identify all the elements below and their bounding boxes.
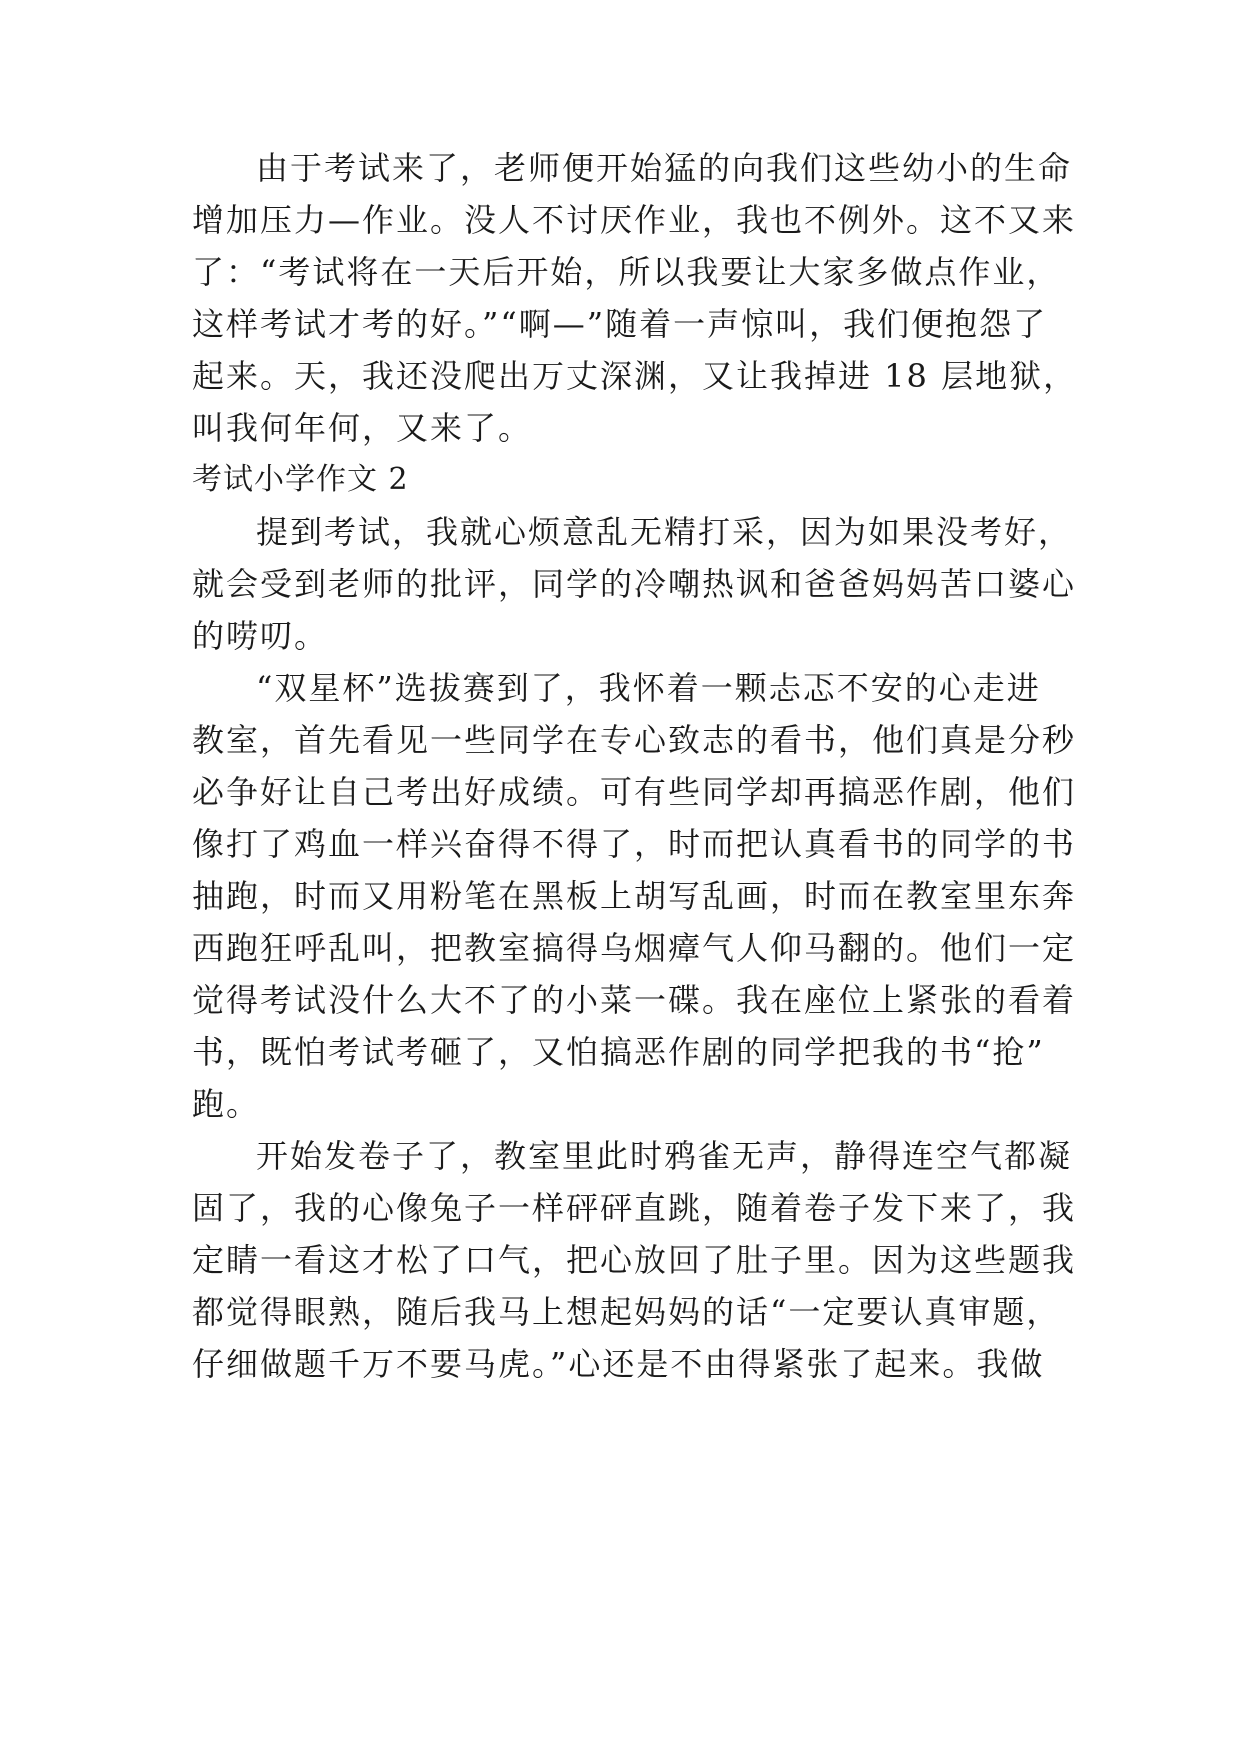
paragraph-line: “双星杯”选拔赛到了，我怀着一颗忐忑不安的心走进 bbox=[256, 669, 1041, 707]
paragraph-line: 教室，首先看见一些同学在专心致志的看书，他们真是分秒 bbox=[192, 721, 1077, 759]
paragraph-line: 增加压力—作业。没人不讨厌作业，我也不例外。这不又来 bbox=[192, 201, 1077, 239]
paragraph-line: 必争好让自己考出好成绩。可有些同学却再搞恶作剧，他们 bbox=[192, 773, 1077, 811]
paragraph-line: 开始发卷子了，教室里此时鸦雀无声，静得连空气都凝 bbox=[256, 1137, 1073, 1175]
paragraph-line: 觉得考试没什么大不了的小菜一碟。我在座位上紧张的看着 bbox=[192, 981, 1077, 1019]
paragraph-line: 由于考试来了，老师便开始猛的向我们这些幼小的生命 bbox=[256, 149, 1073, 187]
paragraph-line: 的唠叨。 bbox=[192, 617, 329, 655]
paragraph-line: 定睛一看这才松了口气，把心放回了肚子里。因为这些题我 bbox=[192, 1241, 1077, 1279]
paragraph-line: 跑。 bbox=[192, 1085, 261, 1123]
paragraph-line: 了：“考试将在一天后开始，所以我要让大家多做点作业， bbox=[192, 253, 1061, 291]
paragraph-line: 抽跑，时而又用粉笔在黑板上胡写乱画，时而在教室里东奔 bbox=[192, 877, 1077, 915]
paragraph-line: 仔细做题千万不要马虎。”心还是不由得紧张了起来。我做 bbox=[192, 1345, 1045, 1383]
paragraph-line: 这样考试才考的好。”“啊—”随着一声惊叫，我们便抱怨了 bbox=[192, 305, 1048, 343]
section-heading: 考试小学作文 2 bbox=[192, 462, 409, 497]
paragraph-line: 起来。天，我还没爬出万丈深渊，又让我掉进 18 层地狱， bbox=[192, 357, 1078, 395]
paragraph-line: 固了，我的心像兔子一样砰砰直跳，随着卷子发下来了，我 bbox=[192, 1189, 1077, 1227]
paragraph-line: 西跑狂呼乱叫，把教室搞得乌烟瘴气人仰马翻的。他们一定 bbox=[192, 929, 1077, 967]
paragraph-line: 就会受到老师的批评，同学的冷嘲热讽和爸爸妈妈苦口婆心 bbox=[192, 565, 1077, 603]
paragraph-line: 都觉得眼熟，随后我马上想起妈妈的话“一定要认真审题， bbox=[192, 1293, 1061, 1331]
paragraph-line: 叫我何年何，又来了。 bbox=[192, 409, 533, 447]
paragraph-line: 书，既怕考试考砸了，又怕搞恶作剧的同学把我的书“抢” bbox=[192, 1033, 1045, 1071]
paragraph-line: 提到考试，我就心烦意乱无精打采，因为如果没考好， bbox=[256, 513, 1073, 551]
paragraph-line: 像打了鸡血一样兴奋得不得了，时而把认真看书的同学的书 bbox=[192, 825, 1077, 863]
